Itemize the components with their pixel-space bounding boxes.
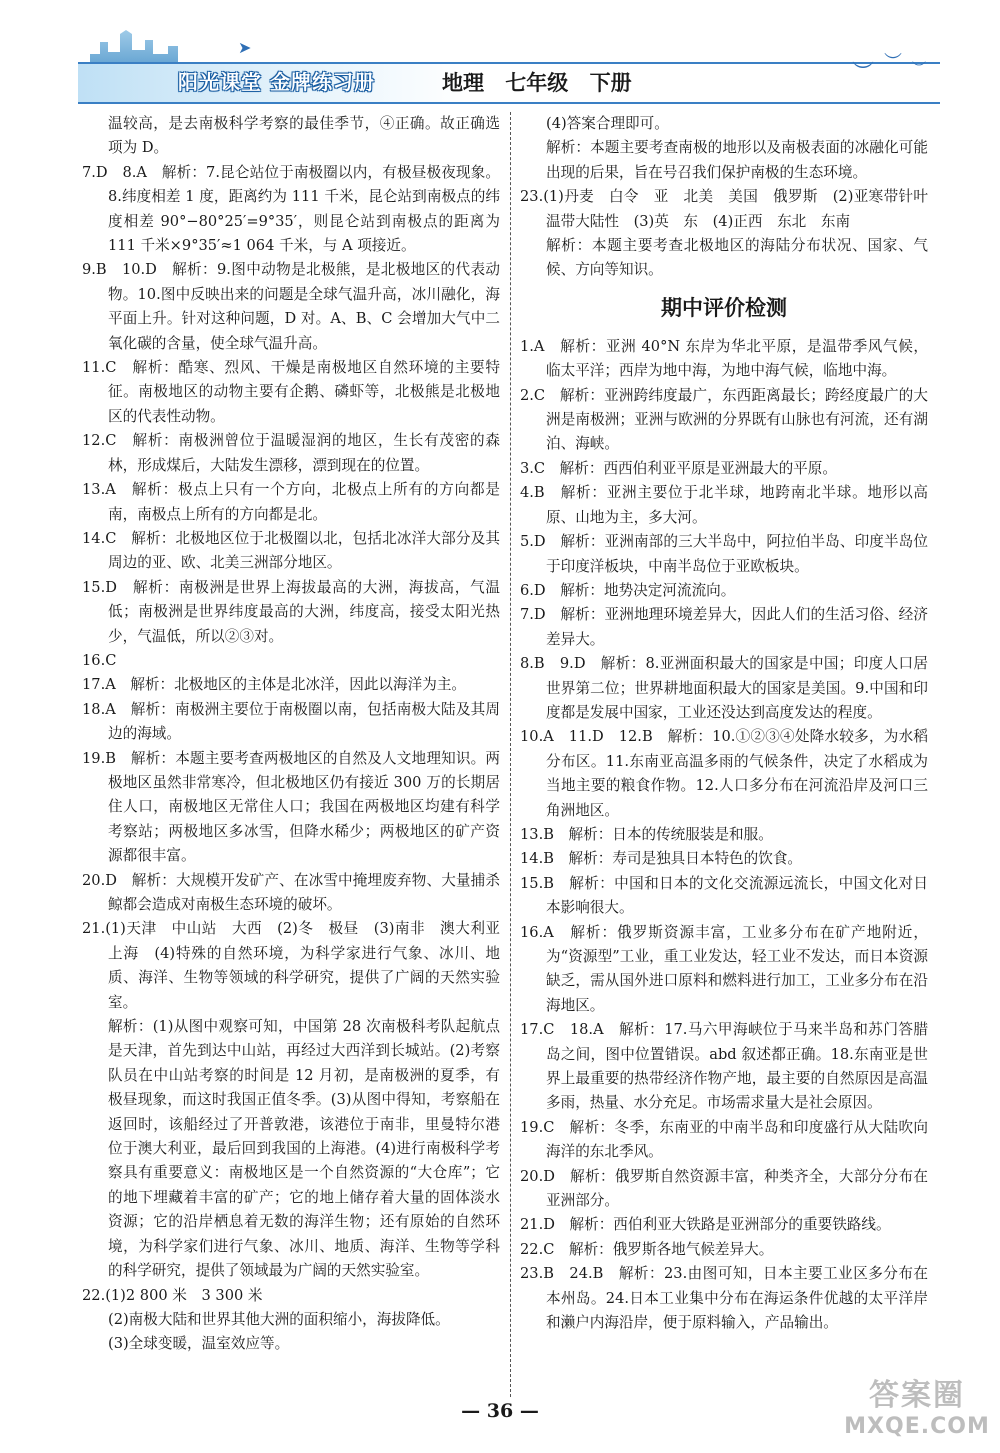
answer-item: 7.D 解析：亚洲地理环境差异大，因此人们的生活习俗、经济差异大。 bbox=[520, 606, 928, 648]
answer-item: 18.A 解析：南极洲主要位于南极圈以南，包括南极大陆及其周边的海域。 bbox=[82, 700, 500, 743]
watermark-url: MXQE.COM bbox=[844, 1414, 990, 1439]
answer-paragraph: (2)南极大陆和世界其他大洲的面积缩小，海拔降低。 bbox=[108, 1310, 450, 1328]
answer-item: 23.(1)丹麦 白令 亚 北美 美国 俄罗斯 (2)亚寒带针叶 温带大陆性 (3)英 东 (4)正西 东北 东南 bbox=[520, 188, 943, 230]
right-column bbox=[520, 112, 943, 1336]
answer-item: 1.A 解析：亚洲 40°N 东岸为华北平原，是温带季风气候，临太平洋；西岸为地中海，为地中海气候，临地中海。 bbox=[520, 337, 928, 380]
bird-icon: ︶ bbox=[852, 61, 875, 86]
section-title: 期中评价检测 bbox=[661, 295, 787, 320]
subject-title: 地理 七年级 下册 bbox=[442, 71, 632, 95]
left-column bbox=[82, 112, 515, 1357]
answer-item: 19.B 解析：本题主要考查两极地区的自然及人文地理知识。两极地区虽然非常寒冷，但北极地区仍有接近 300 万的长期居住人口，南极地区无常住人口；我国在两极地区均建有科学考察站；两极地区多冰雪，但降水稀少；两极地区的矿产资源都很丰富。 bbox=[82, 749, 500, 865]
watermark bbox=[842, 1378, 992, 1448]
page-number: — 36 — bbox=[461, 1400, 539, 1422]
answer-item: 15.B 解析：中国和日本的文化交流源远流长，中国文化对日本影响很大。 bbox=[520, 874, 928, 917]
answer-item: 12.C 解析：南极洲曾位于温暖湿润的地区，生长有茂密的森林，形成煤后，大陆发生漂移，漂到现在的位置。 bbox=[82, 432, 500, 474]
answer-item: 19.C 解析：冬季，东南亚的中南半岛和印度盛行从大陆吹向海洋的东北季风。 bbox=[520, 1118, 928, 1161]
answer-item: 6.D 解析：地势决定河流流向。 bbox=[520, 581, 736, 599]
answer-paragraph: (4)答案合理即可。 bbox=[546, 115, 669, 132]
answer-item: 22.(1)2 800 米 3 300 米 bbox=[82, 1286, 263, 1304]
answer-item: 22.C 解析：俄罗斯各地气候差异大。 bbox=[520, 1240, 774, 1258]
answer-item: 20.D 解析：俄罗斯自然资源丰富，种类齐全，大部分分布在亚洲部分。 bbox=[520, 1167, 928, 1210]
answer-paragraph: 解析：(1)从图中观察可知，中国第 28 次南极科考队起航点是天津，首先到达中山站，再经过大西洋到长城站。(2)考察队员在中山站考察的时间是 12 月初，是南极洲的夏季，有极昼现象，而这时我国正值冬季。(3)从图中得知，考察船在返回时，该船经过了开普敦港，该港位于南非，里曼特尔港位于澳大利亚，最后回到我国的上海港。(4)进行南极科学考察具有重要意义：南极地区是一个自然资源的“大仓库”；它的地下埋藏着丰富的矿产；它的地上储存着大量的固体淡水资源；它的沿岸栖息着无数的海洋生物；还有原始的自然环境，为科学家们进行气象、冰川、地质、海洋、生物等学科的科学研究，提供了领域最为广阔的天然实验室。 bbox=[108, 1018, 500, 1280]
brand-title: 阳光课堂 金牌练习册 bbox=[178, 70, 375, 94]
answer-item: 4.B 解析：亚洲主要位于北半球，地跨南北半球。地形以高原、山地为主，多大河。 bbox=[520, 484, 928, 526]
page-header bbox=[0, 0, 1000, 108]
answer-paragraph: 温较高，是去南极科学考察的最佳季节，④正确。故正确选项为 D。 bbox=[108, 115, 500, 157]
right-column-top bbox=[520, 112, 943, 283]
answer-item: 21.(1)天津 中山站 大西 (2)冬 极昼 (3)南非 澳大利亚 上海 (4)特殊的自然环境，为科学家进行气象、冰川、地质、海洋、生物等领域的科学研究，提供了广阔的天然实验室。 bbox=[82, 920, 515, 1011]
bird-icon: ︶ bbox=[884, 52, 902, 73]
answer-item: 5.D 解析：亚洲南部的三大半岛中，阿拉伯半岛、印度半岛位于印度洋板块，中南半岛位于亚欧板块。 bbox=[520, 533, 928, 575]
answer-item: 13.A 解析：极点上只有一个方向，北极点上所有的方向都是南，南极点上所有的方向都是北。 bbox=[82, 481, 500, 523]
answer-item: 14.B 解析：寿司是独具日本特色的饮食。 bbox=[520, 850, 803, 868]
answer-paragraph: (3)全球变暖，温室效应等。 bbox=[108, 1335, 290, 1353]
answer-item: 20.D 解析：大规模开发矿产、在冰雪中掩埋废弃物、大量捕杀鲸都会造成对南极生态环境的破坏。 bbox=[82, 871, 500, 913]
column-divider bbox=[510, 112, 512, 1397]
answer-item: 8.B 9.D 解析：8.亚洲面积最大的国家是中国；印度人口居世界第二位；世界耕地面积最大的国家是美国。9.中国和印度都是发展中国家，工业还没达到高度发达的程度。 bbox=[520, 655, 928, 721]
answer-item: 11.C 解析：酷寒、烈风、干燥是南极地区自然环境的主要特征。南极地区的动物主要有企鹅、磷虾等，北极熊是北极地区的代表性动物。 bbox=[82, 359, 500, 425]
paper-plane-icon: ➤ bbox=[238, 38, 252, 57]
right-column-bottom bbox=[520, 335, 928, 1336]
answer-item: 16.A 解析：俄罗斯资源丰富，工业多分布在矿产地附近，为“资源型”工业，重工业发达，轻工业不发达，而日本资源缺乏，需从国外进口原料和燃料进行加工，工业多分布在沿海地区。 bbox=[520, 923, 928, 1014]
answer-item: 13.B 解析：日本的传统服装是和服。 bbox=[520, 825, 773, 843]
watermark-logo-text: 答案圈 bbox=[869, 1378, 965, 1413]
answer-item: 23.B 24.B 解析：23.由图可知，日本主要工业区多分布在本州岛。24.日本工业集中分布在海运条件优越的太平洋岸和濑户内海沿岸，便于原料输入，产品输出。 bbox=[520, 1265, 928, 1332]
answer-item: 14.C 解析：北极地区位于北极圈以北，包括北冰洋大部分及其周边的亚、欧、北美三洲部分地区。 bbox=[82, 529, 500, 572]
answer-item: 16.C bbox=[82, 651, 117, 669]
bird-icon: ︶ bbox=[912, 61, 926, 77]
answer-item: 15.D 解析：南极洲是世界上海拔最高的大洲，海拔高，气温低；南极洲是世界纬度最高的大洲，纬度高，接受太阳光热少，气温低，所以②③对。 bbox=[82, 578, 500, 645]
answer-item: 2.C 解析：亚洲跨纬度最广，东西距离最长；跨经度最广的大洲是南极洲；亚洲与欧洲的分界既有山脉也有河流，还有湖泊、海峡。 bbox=[520, 386, 928, 453]
answer-item: 21.D 解析：西伯利亚大铁路是亚洲部分的重要铁路线。 bbox=[520, 1216, 891, 1234]
answer-item: 7.D 8.A 解析：7.昆仑站位于南极圈以内，有极昼极夜现象。8.纬度相差 1 度，距离约为 111 千米，昆仑站到南极点的纬度相差 90°−80°25′=9°35′，则昆仑站到南极点的距离为 111 千米×9°35′≈1 064 千米，与 A 项接近。 bbox=[82, 163, 500, 255]
answer-item: 17.A 解析：北极地区的主体是北冰洋，因此以海洋为主。 bbox=[82, 676, 467, 694]
answer-item: 3.C 解析：西西伯利亚平原是亚洲最大的平原。 bbox=[520, 459, 837, 477]
answer-item: 9.B 10.D 解析：9.图中动物是北极熊，是北极地区的代表动物。10.图中反映出来的问题是全球气温升高，冰川融化，海平面上升。针对这种问题，D 对。A、B、C 会增加大气中二氧化碳的含量，使全球气温升高。 bbox=[82, 261, 500, 352]
answer-paragraph: 解析：本题主要考查北极地区的海陆分布状况、国家、气候、方向等知识。 bbox=[546, 237, 928, 279]
answer-paragraph: 解析：本题主要考查南极的地形以及南极表面的冰融化可能出现的后果，旨在号召我们保护南极的生态环境。 bbox=[546, 139, 928, 181]
answer-item: 10.A 11.D 12.B 解析：10.①②③④处降水较多，为水稻分布区。11.东南亚高温多雨的气候条件，决定了水稻成为当地主要的粮食作物。12.人口多分布在河流沿岸及河口三角洲地区。 bbox=[520, 728, 928, 819]
answer-item: 17.C 18.A 解析：17.马六甲海峡位于马来半岛和苏门答腊岛之间，图中位置错误。abd 叙述都正确。18.东南亚是世界上最重要的热带经济作物产地，最主要的自然原因是高温多雨，热量、水分充足。市场需求量大是社会原因。 bbox=[520, 1021, 928, 1112]
